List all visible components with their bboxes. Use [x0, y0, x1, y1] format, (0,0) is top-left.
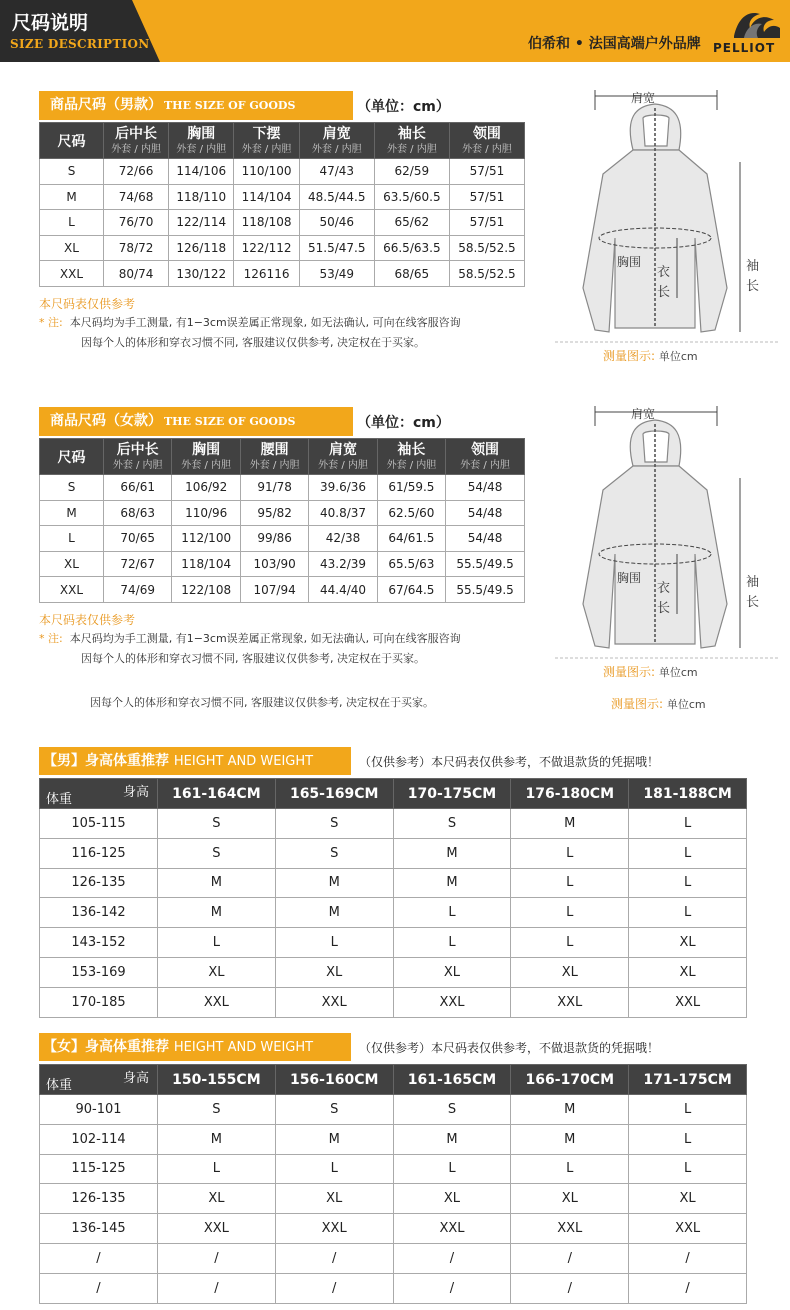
column-header	[169, 123, 234, 159]
weight-cell: 143-152	[40, 928, 158, 958]
size-cell: L	[393, 1154, 511, 1184]
men-hw-table	[39, 778, 747, 1018]
table-row	[40, 868, 747, 898]
column-subtitle: 外套 / 内胆	[386, 460, 437, 471]
weight-cell: 116-125	[40, 838, 158, 868]
men-fig-sleeve1: 袖	[746, 259, 760, 274]
women-measure-unit-2: 单位cm	[666, 698, 706, 711]
men-measure-label: 测量图示: 单位cm	[603, 349, 698, 363]
men-size-section	[39, 91, 529, 353]
men-size-tab-title: 商品尺码（男款）	[50, 97, 162, 113]
table-row	[40, 551, 525, 577]
women-fig-sleeve2: 长	[746, 595, 760, 610]
table-row	[40, 261, 525, 287]
size-code-cell: XXL	[40, 261, 104, 287]
weight-cell: 115-125	[40, 1154, 158, 1184]
men-fig-length2: 长	[657, 285, 671, 300]
column-title: 胸围	[192, 442, 221, 458]
table-row	[40, 957, 747, 987]
size-cell: /	[511, 1243, 629, 1273]
size-cell: L	[629, 838, 747, 868]
table-row	[40, 1273, 747, 1303]
size-cell: XL	[158, 957, 276, 987]
table-row	[40, 1124, 747, 1154]
size-code-cell: XXL	[40, 577, 104, 603]
table-cell: 47/43	[299, 159, 374, 185]
table-cell: 118/110	[169, 184, 234, 210]
men-note-line2: 因每个人的体形和穿衣习惯不同, 客服建议仅供参考, 决定权在于买家。	[81, 335, 425, 349]
table-cell: 63.5/60.5	[374, 184, 449, 210]
table-row	[40, 1095, 747, 1125]
table-cell: 57/51	[449, 184, 524, 210]
men-size-unit: （单位：cm）	[357, 98, 450, 115]
size-cell: L	[629, 1124, 747, 1154]
size-cell: L	[393, 928, 511, 958]
height-column-header: 156-160CM	[275, 1065, 393, 1095]
size-cell: L	[158, 1154, 276, 1184]
men-note-line1: 本尺码均为手工测量, 有1−3cm误差属正常现象, 如无法确认, 可向在线客服咨询	[69, 315, 461, 329]
column-title: 领围	[472, 126, 501, 142]
column-header	[299, 123, 374, 159]
jacket-diagram-icon	[555, 404, 785, 666]
height-column-header: 171-175CM	[629, 1065, 747, 1095]
women-measure-unit: 单位cm	[658, 666, 698, 679]
table-cell: 72/66	[104, 159, 169, 185]
table-row	[40, 184, 525, 210]
column-title: 肩宽	[322, 126, 351, 142]
table-cell: 50/46	[299, 210, 374, 236]
size-cell: XXL	[158, 987, 276, 1017]
table-row	[40, 577, 525, 603]
table-cell: 58.5/52.5	[449, 261, 524, 287]
table-cell: 53/49	[299, 261, 374, 287]
size-cell: M	[393, 868, 511, 898]
table-cell: 122/108	[172, 577, 241, 603]
column-subtitle: 外套 / 内胆	[241, 144, 292, 155]
weight-cell: 126-135	[40, 868, 158, 898]
size-cell: XXL	[511, 987, 629, 1017]
men-jacket-figure	[555, 88, 785, 368]
women-hw-section	[39, 1033, 749, 1304]
table-cell: 122/112	[234, 235, 299, 261]
column-title: 下摆	[252, 126, 281, 142]
size-cell: S	[393, 809, 511, 839]
women-measure-label-2: 测量图示: 单位cm	[611, 697, 706, 711]
table-cell: 126/118	[169, 235, 234, 261]
size-cell: M	[158, 898, 276, 928]
column-title: 腰围	[260, 442, 289, 458]
column-subtitle: 外套 / 内胆	[181, 460, 232, 471]
column-subtitle: 外套 / 内胆	[311, 144, 362, 155]
size-cell: L	[393, 898, 511, 928]
table-row	[40, 898, 747, 928]
size-cell: XL	[511, 957, 629, 987]
table-cell: 114/106	[169, 159, 234, 185]
size-cell: L	[629, 868, 747, 898]
men-size-table	[39, 122, 525, 287]
height-weight-corner	[40, 779, 158, 809]
size-cell: /	[275, 1273, 393, 1303]
table-cell: 74/69	[104, 577, 172, 603]
corner-height-label: 身高	[122, 785, 149, 800]
size-cell: M	[393, 1124, 511, 1154]
column-header	[234, 123, 299, 159]
table-cell: 64/61.5	[377, 526, 445, 552]
size-cell: M	[511, 809, 629, 839]
size-cell: XL	[393, 957, 511, 987]
weight-cell: 170-185	[40, 987, 158, 1017]
table-cell: 72/67	[104, 551, 172, 577]
size-code-header: 尺码	[40, 439, 104, 475]
size-cell: M	[511, 1124, 629, 1154]
size-cell: S	[275, 838, 393, 868]
column-subtitle: 外套 / 内胆	[462, 144, 512, 155]
height-column-header: 181-188CM	[629, 779, 747, 809]
table-cell: 62.5/60	[377, 500, 445, 526]
table-cell: 57/51	[449, 210, 524, 236]
men-hw-section	[39, 747, 749, 1018]
men-fig-length1: 衣	[657, 265, 671, 280]
size-cell: L	[275, 1154, 393, 1184]
size-cell: XL	[629, 1184, 747, 1214]
table-cell: 74/68	[104, 184, 169, 210]
size-cell: XXL	[275, 1214, 393, 1244]
column-header	[449, 123, 524, 159]
women-size-table	[39, 438, 525, 603]
women-size-unit: （单位：cm）	[357, 414, 450, 431]
table-row	[40, 809, 747, 839]
table-cell: 48.5/44.5	[299, 184, 374, 210]
height-column-header: 165-169CM	[275, 779, 393, 809]
column-header	[172, 439, 241, 475]
size-cell: S	[158, 1095, 276, 1125]
size-code-cell: L	[40, 526, 104, 552]
table-cell: 78/72	[104, 235, 169, 261]
women-size-tab-en: THE SIZE OF GOODS	[164, 415, 296, 428]
weight-cell: 136-142	[40, 898, 158, 928]
height-column-header: 170-175CM	[393, 779, 511, 809]
size-code-cell: L	[40, 210, 104, 236]
size-cell: /	[158, 1273, 276, 1303]
size-cell: XXL	[393, 1214, 511, 1244]
men-fig-sleeve2: 长	[746, 279, 760, 294]
women-hw-table	[39, 1064, 747, 1304]
size-cell: M	[511, 1095, 629, 1125]
size-cell: S	[158, 838, 276, 868]
men-measure-unit: 单位cm	[658, 350, 698, 363]
size-cell: XXL	[629, 1214, 747, 1244]
size-code-cell: S	[40, 159, 104, 185]
women-fig-chest: 胸围	[617, 571, 642, 585]
size-cell: XXL	[511, 1214, 629, 1244]
men-hw-tab-title: 【男】身高体重推荐	[43, 753, 169, 769]
table-cell: 54/48	[446, 526, 525, 552]
table-row	[40, 526, 525, 552]
men-hw-note: （仅供参考）本尺码表仅供参考，不做退款货的凭据哦！	[359, 754, 660, 769]
table-cell: 91/78	[240, 475, 308, 501]
header-subtitle: SIZE DESCRIPTION	[10, 37, 150, 51]
height-column-header: 161-165CM	[393, 1065, 511, 1095]
men-hw-tab	[39, 747, 351, 775]
height-column-header: 150-155CM	[158, 1065, 276, 1095]
size-cell: L	[511, 928, 629, 958]
size-cell: M	[275, 898, 393, 928]
women-measure-label: 测量图示: 单位cm	[603, 665, 698, 679]
column-subtitle: 外套 / 内胆	[176, 144, 227, 155]
weight-cell: 153-169	[40, 957, 158, 987]
size-cell: /	[511, 1273, 629, 1303]
women-hw-tab-en: HEIGHT AND WEIGHT	[173, 1040, 314, 1055]
size-cell: XL	[275, 1184, 393, 1214]
table-row	[40, 1184, 747, 1214]
table-cell: 55.5/49.5	[446, 577, 525, 603]
weight-cell: 136-145	[40, 1214, 158, 1244]
header-brand: 伯希和 • 法国高端户外品牌	[528, 36, 701, 52]
table-cell: 103/90	[240, 551, 308, 577]
size-cell: L	[629, 1095, 747, 1125]
table-cell: 107/94	[240, 577, 308, 603]
size-cell: XXL	[275, 987, 393, 1017]
table-cell: 61/59.5	[377, 475, 445, 501]
table-cell: 44.4/40	[309, 577, 377, 603]
women-hw-tab-title: 【女】身高体重推荐	[43, 1039, 169, 1055]
women-size-tab-title: 商品尺码（女款）	[50, 413, 162, 429]
size-cell: XL	[275, 957, 393, 987]
size-cell: /	[629, 1273, 747, 1303]
height-column-header: 161-164CM	[158, 779, 276, 809]
women-fig-length1: 衣	[657, 581, 671, 596]
size-code-cell: M	[40, 500, 104, 526]
weight-cell: 105-115	[40, 809, 158, 839]
weight-cell: /	[40, 1243, 158, 1273]
table-cell: 122/114	[169, 210, 234, 236]
size-cell: S	[393, 1095, 511, 1125]
table-row	[40, 159, 525, 185]
column-title: 袖长	[397, 442, 426, 458]
table-cell: 118/108	[234, 210, 299, 236]
size-cell: L	[511, 868, 629, 898]
size-cell: /	[393, 1243, 511, 1273]
table-cell: 106/92	[172, 475, 241, 501]
men-note-title: 本尺码表仅供参考	[39, 296, 136, 311]
table-cell: 118/104	[172, 551, 241, 577]
size-cell: M	[158, 868, 276, 898]
height-weight-corner	[40, 1065, 158, 1095]
women-size-section	[39, 407, 529, 669]
table-cell: 51.5/47.5	[299, 235, 374, 261]
table-cell: 76/70	[104, 210, 169, 236]
size-cell: L	[158, 928, 276, 958]
women-hw-note: （仅供参考）本尺码表仅供参考，不做退款货的凭据哦！	[359, 1040, 660, 1055]
size-cell: L	[629, 809, 747, 839]
size-code-cell: M	[40, 184, 104, 210]
size-cell: M	[393, 838, 511, 868]
table-row	[40, 987, 747, 1017]
column-subtitle: 外套 / 内胆	[460, 460, 510, 471]
table-header-row	[40, 439, 525, 475]
table-row	[40, 928, 747, 958]
size-cell: S	[275, 809, 393, 839]
women-size-tab	[39, 407, 353, 436]
women-note-title: 本尺码表仅供参考	[39, 612, 136, 627]
table-cell: 62/59	[374, 159, 449, 185]
table-row	[40, 1243, 747, 1273]
column-subtitle: 外套 / 内胆	[112, 460, 163, 471]
table-cell: 80/74	[104, 261, 169, 287]
women-note-star: * 注:	[39, 631, 63, 645]
table-row	[40, 210, 525, 236]
size-cell: L	[275, 928, 393, 958]
men-fig-shoulder: 肩宽	[631, 91, 656, 105]
table-header-row	[40, 1065, 747, 1095]
table-cell: 65.5/63	[377, 551, 445, 577]
table-row	[40, 838, 747, 868]
size-code-cell: XL	[40, 551, 104, 577]
table-cell: 110/100	[234, 159, 299, 185]
size-cell: /	[158, 1243, 276, 1273]
height-column-header: 166-170CM	[511, 1065, 629, 1095]
size-cell: S	[158, 809, 276, 839]
weight-cell: 126-135	[40, 1184, 158, 1214]
women-hw-tab	[39, 1033, 351, 1061]
pelliot-logo-icon	[730, 4, 782, 40]
column-header	[309, 439, 377, 475]
column-header	[104, 123, 169, 159]
column-header	[377, 439, 445, 475]
column-header	[374, 123, 449, 159]
column-title: 袖长	[397, 126, 426, 142]
table-row	[40, 1214, 747, 1244]
column-subtitle: 外套 / 内胆	[249, 460, 300, 471]
column-title: 领围	[471, 442, 500, 458]
weight-cell: 102-114	[40, 1124, 158, 1154]
men-note-star: * 注:	[39, 315, 63, 329]
size-cell: XL	[629, 957, 747, 987]
women-fig-shoulder: 肩宽	[631, 407, 656, 421]
table-row	[40, 235, 525, 261]
table-cell: 126116	[234, 261, 299, 287]
table-row	[40, 1154, 747, 1184]
size-cell: L	[629, 1154, 747, 1184]
table-cell: 68/65	[374, 261, 449, 287]
weight-cell: /	[40, 1273, 158, 1303]
size-cell: M	[275, 1124, 393, 1154]
header-logo-text: PELLIOT	[713, 41, 776, 55]
size-cell: L	[511, 838, 629, 868]
size-cell: /	[629, 1243, 747, 1273]
table-cell: 54/48	[446, 475, 525, 501]
men-size-tab	[39, 91, 353, 120]
size-code-header: 尺码	[40, 123, 104, 159]
size-cell: XXL	[393, 987, 511, 1017]
column-header	[446, 439, 525, 475]
table-cell: 40.8/37	[309, 500, 377, 526]
size-cell: L	[511, 898, 629, 928]
table-cell: 42/38	[309, 526, 377, 552]
table-cell: 68/63	[104, 500, 172, 526]
table-cell: 65/62	[374, 210, 449, 236]
table-cell: 66/61	[104, 475, 172, 501]
weight-cell: 90-101	[40, 1095, 158, 1125]
table-header-row	[40, 779, 747, 809]
table-row	[40, 500, 525, 526]
column-title: 后中长	[115, 126, 158, 142]
table-cell: 95/82	[240, 500, 308, 526]
table-cell: 114/104	[234, 184, 299, 210]
size-cell: XL	[629, 928, 747, 958]
size-code-cell: S	[40, 475, 104, 501]
table-cell: 57/51	[449, 159, 524, 185]
men-fig-chest: 胸围	[617, 255, 642, 269]
height-column-header: 176-180CM	[511, 779, 629, 809]
table-cell: 66.5/63.5	[374, 235, 449, 261]
table-cell: 112/100	[172, 526, 241, 552]
men-hw-tab-en: HEIGHT AND WEIGHT	[173, 754, 314, 769]
size-code-cell: XL	[40, 235, 104, 261]
size-cell: /	[275, 1243, 393, 1273]
corner-weight-label: 体重	[46, 792, 73, 807]
women-extra-line: 因每个人的体形和穿衣习惯不同, 客服建议仅供参考, 决定权在于买家。	[90, 696, 434, 709]
header-title: 尺码说明	[12, 12, 89, 34]
column-header	[104, 439, 172, 475]
size-cell: XXL	[158, 1214, 276, 1244]
corner-weight-label: 体重	[46, 1078, 73, 1093]
table-cell: 99/86	[240, 526, 308, 552]
size-cell: /	[393, 1273, 511, 1303]
table-cell: 130/122	[169, 261, 234, 287]
column-title: 后中长	[116, 442, 159, 458]
size-cell: S	[275, 1095, 393, 1125]
column-header	[240, 439, 308, 475]
table-cell: 39.6/36	[309, 475, 377, 501]
women-note-line1: 本尺码均为手工测量, 有1−3cm误差属正常现象, 如无法确认, 可向在线客服咨询	[69, 631, 461, 645]
men-size-tab-en: THE SIZE OF GOODS	[164, 99, 296, 112]
table-header-row	[40, 123, 525, 159]
column-title: 胸围	[187, 126, 216, 142]
column-subtitle: 外套 / 内胆	[318, 460, 368, 471]
size-cell: XL	[158, 1184, 276, 1214]
table-cell: 43.2/39	[309, 551, 377, 577]
column-subtitle: 外套 / 内胆	[386, 144, 437, 155]
women-note-line2: 因每个人的体形和穿衣习惯不同, 客服建议仅供参考, 决定权在于买家。	[81, 651, 425, 665]
size-cell: M	[275, 868, 393, 898]
jacket-diagram-icon	[555, 88, 785, 350]
table-cell: 58.5/52.5	[449, 235, 524, 261]
size-cell: L	[511, 1154, 629, 1184]
column-subtitle: 外套 / 内胆	[111, 144, 161, 155]
size-cell: M	[158, 1124, 276, 1154]
size-cell: XXL	[629, 987, 747, 1017]
table-cell: 70/65	[104, 526, 172, 552]
column-title: 肩宽	[329, 442, 358, 458]
table-cell: 55.5/49.5	[446, 551, 525, 577]
corner-height-label: 身高	[122, 1071, 149, 1086]
table-cell: 54/48	[446, 500, 525, 526]
women-fig-sleeve1: 袖	[746, 575, 760, 590]
women-fig-length2: 长	[657, 601, 671, 616]
size-cell: L	[629, 898, 747, 928]
table-row	[40, 475, 525, 501]
size-cell: XL	[393, 1184, 511, 1214]
size-cell: XL	[511, 1184, 629, 1214]
table-cell: 67/64.5	[377, 577, 445, 603]
women-jacket-figure	[555, 404, 785, 714]
table-cell: 110/96	[172, 500, 241, 526]
